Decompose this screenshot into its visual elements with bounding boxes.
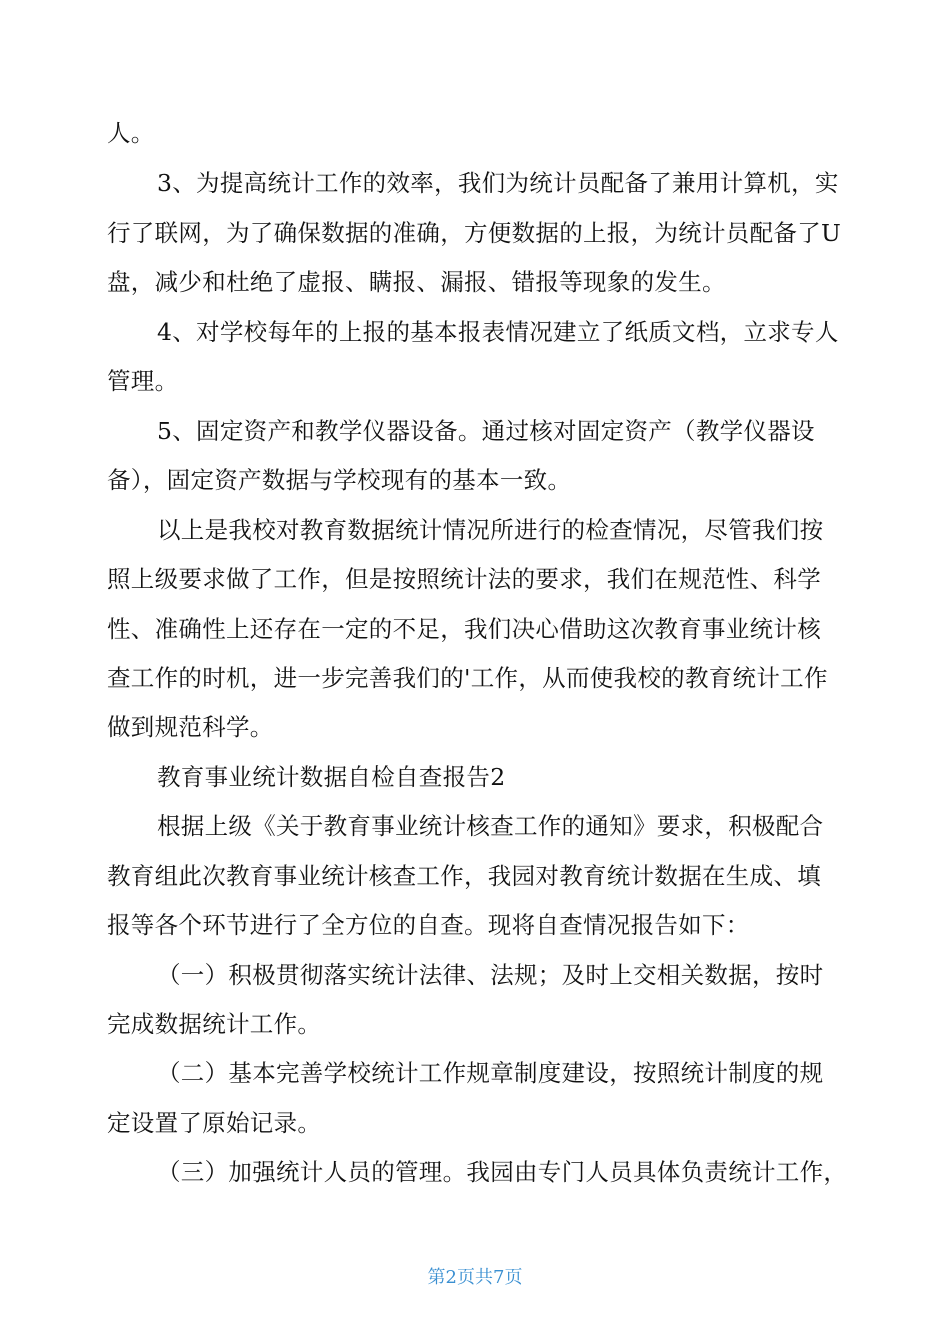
text-line: 盘，减少和杜绝了虚报、瞒报、漏报、错报等现象的发生。: [107, 268, 726, 296]
text-line: 以上是我校对教育数据统计情况所进行的检查情况，尽管我们按: [157, 516, 824, 544]
text-line: 5、固定资产和教学仪器设备。通过核对固定资产（教学仪器设: [157, 417, 815, 445]
text-line: 行了联网，为了确保数据的准确，方便数据的上报，为统计员配备了U: [107, 219, 842, 247]
text-line: 备），固定资产数据与学校现有的基本一致。: [107, 466, 572, 494]
text-line: （一）积极贯彻落实统计法律、法规；及时上交相关数据，按时: [157, 961, 824, 989]
text-line: （二）基本完善学校统计工作规章制度建设，按照统计制度的规: [157, 1059, 824, 1087]
text-line: （三）加强统计人员的管理。我园由专门人员具体负责统计工作，: [157, 1158, 848, 1186]
text-line: 3、为提高统计工作的效率，我们为统计员配备了兼用计算机，实: [157, 169, 839, 197]
text-line: 完成数据统计工作。: [107, 1010, 322, 1038]
text-line: 做到规范科学。: [107, 713, 274, 741]
text-line: 性、准确性上还存在一定的不足，我们决心借助这次教育事业统计核: [107, 615, 821, 643]
text-line: 照上级要求做了工作，但是按照统计法的要求，我们在规范性、科学: [107, 565, 821, 593]
page-number: 第2页共7页: [427, 1267, 523, 1288]
text-line: 管理。: [107, 367, 179, 395]
text-line: 查工作的时机，进一步完善我们的'工作，从而使我校的教育统计工作: [107, 664, 828, 692]
text-line: 4、对学校每年的上报的基本报表情况建立了纸质文档，立求专人: [157, 318, 839, 346]
text-line: 报等各个环节进行了全方位的自查。现将自查情况报告如下：: [107, 911, 750, 939]
section-heading: 教育事业统计数据自检自查报告2: [157, 763, 506, 791]
text-line: 根据上级《关于教育事业统计核查工作的通知》要求，积极配合: [157, 812, 824, 840]
text-line: 定设置了原始记录。: [107, 1109, 322, 1137]
text-line: 人。: [107, 119, 155, 147]
text-line: 教育组此次教育事业统计核查工作，我园对教育统计数据在生成、填: [107, 862, 821, 890]
